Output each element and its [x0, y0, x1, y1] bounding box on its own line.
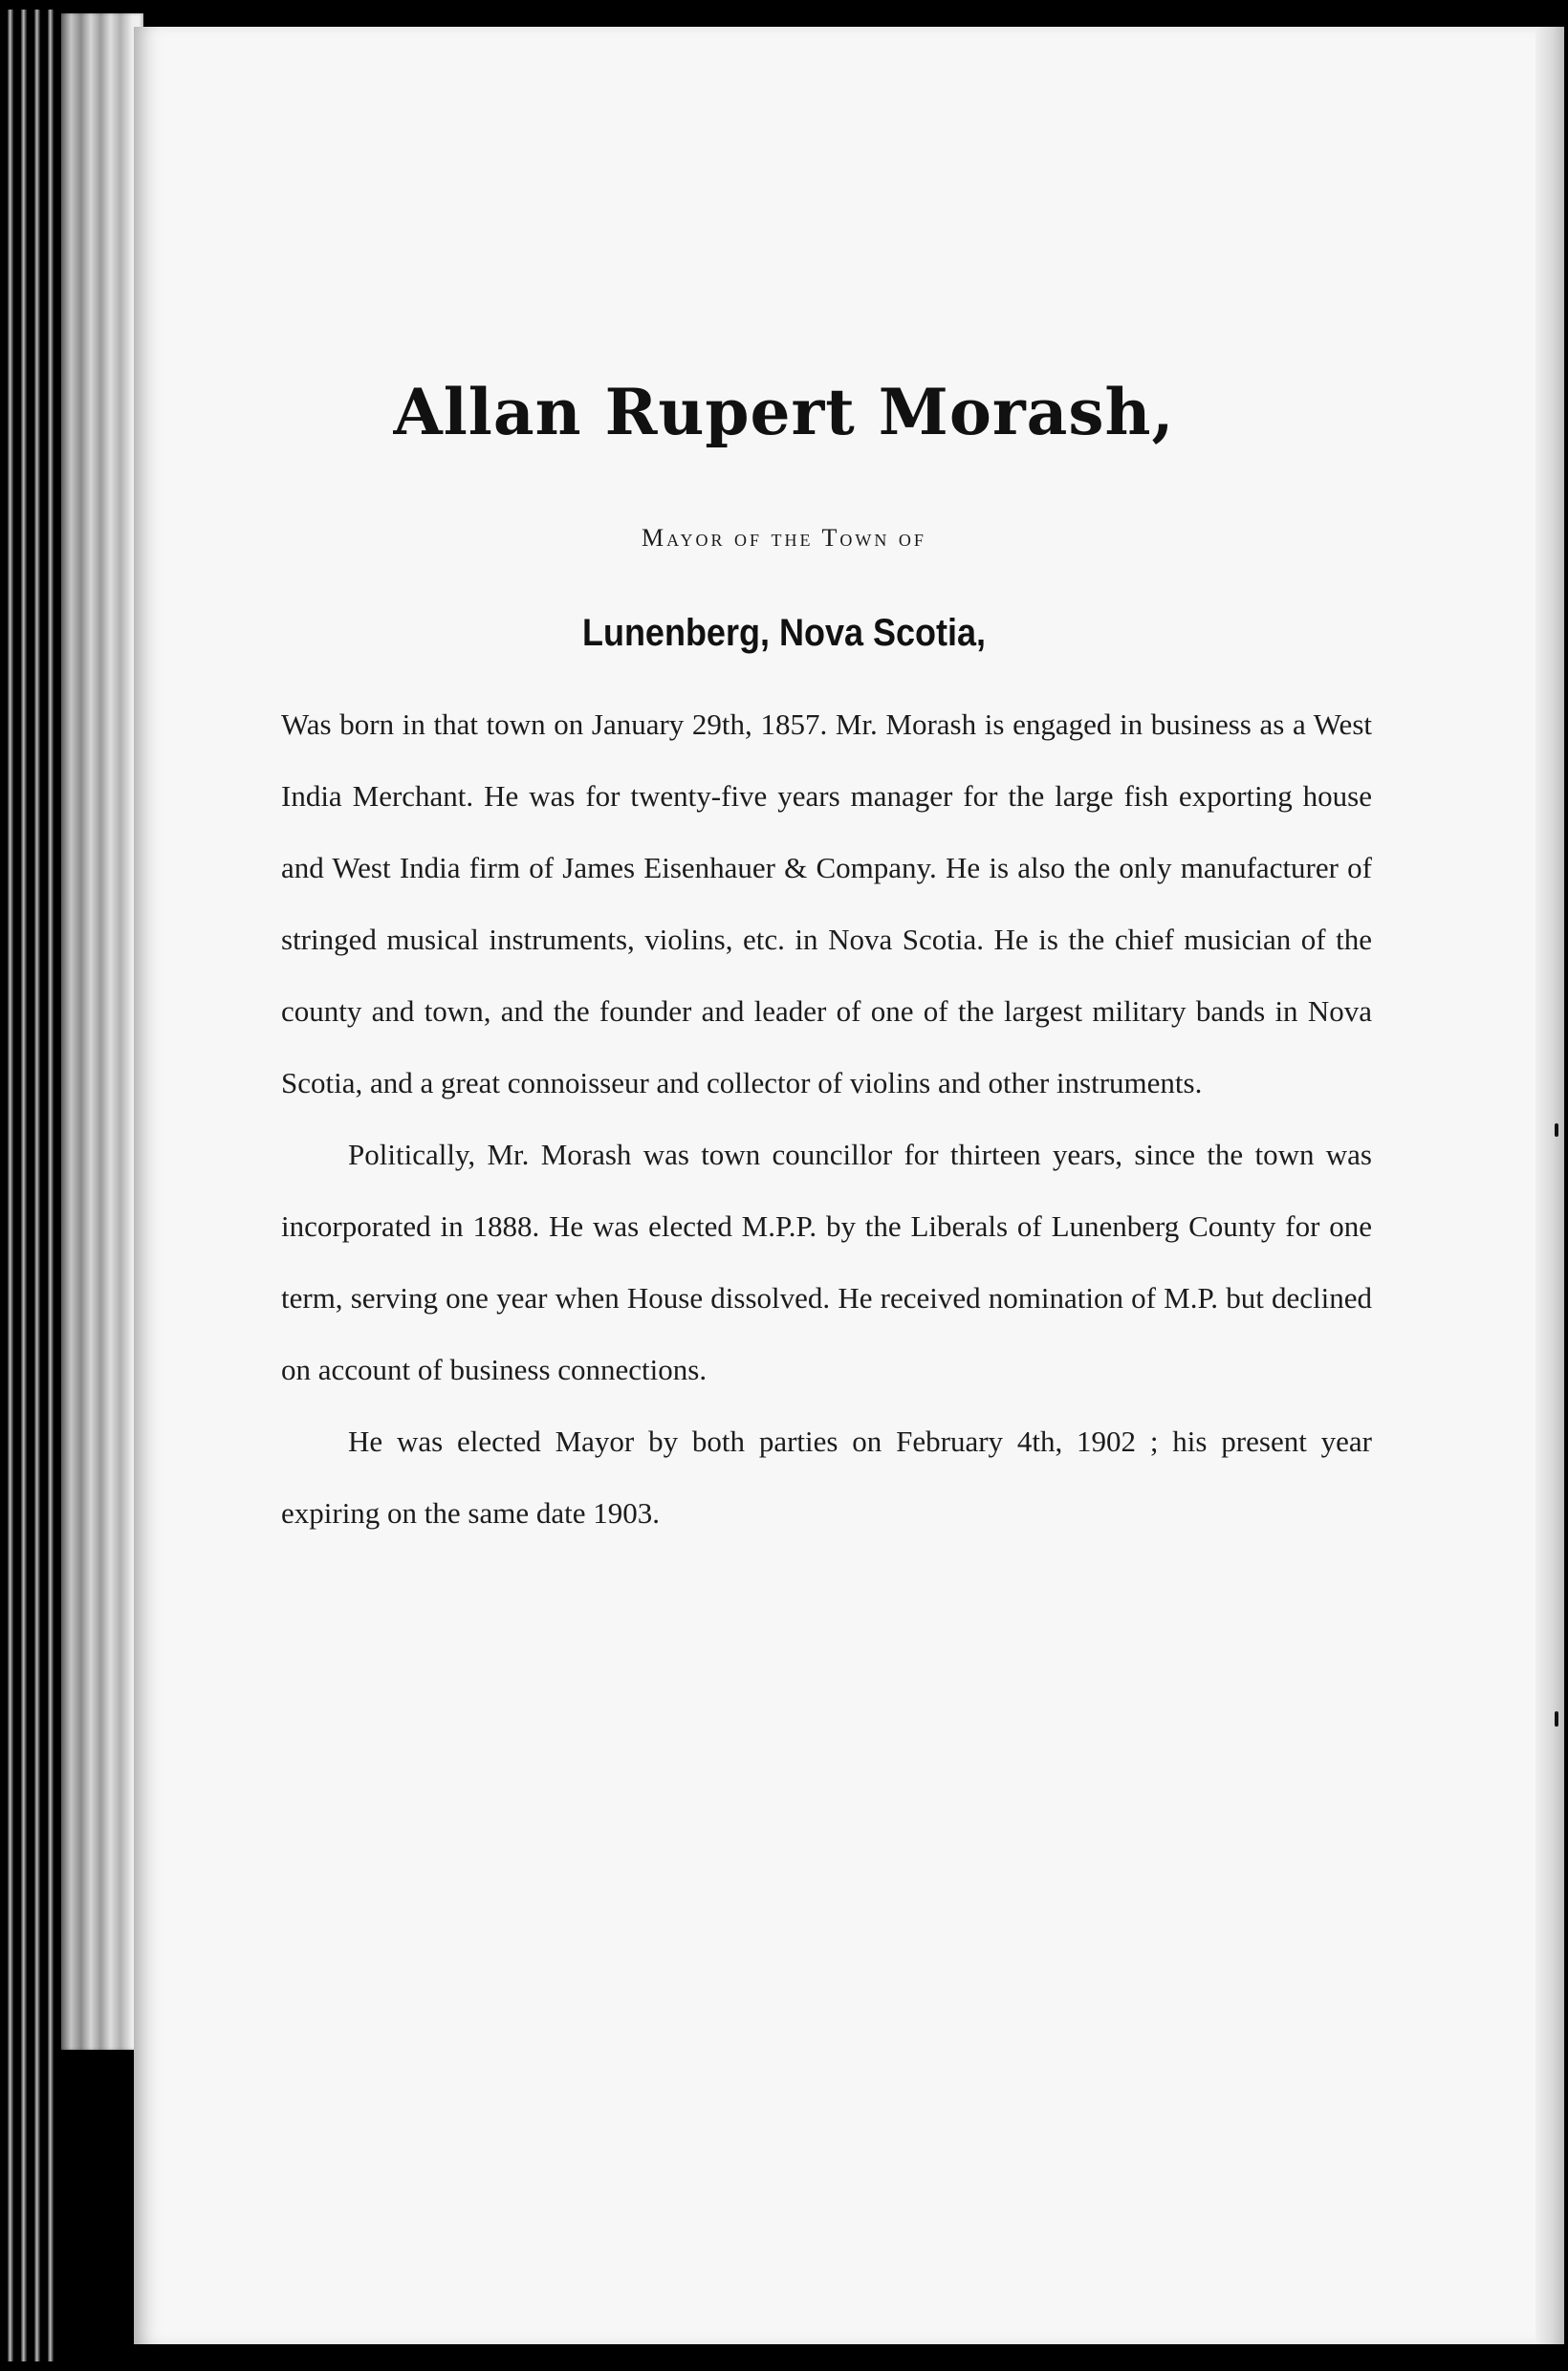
spine-line: [8, 10, 13, 2361]
paragraph-3: He was elected Mayor by both parties on February 4th, 1902 ; his present year expiring on the same date 1903.: [281, 1425, 1372, 1530]
spine-line: [34, 10, 40, 2361]
paragraph-2: Politically, Mr. Morash was town councillor for thirteen years, since the town was incorporated in 1888. He was elected M.P.P. by the Liberals of Lunenberg County for one term, serving one year when House dissolved. He received nomination of M.P. but declined on account of business connections.: [281, 1138, 1372, 1386]
page-stack: [61, 13, 143, 2050]
page-title: Allan Rupert Morash,: [393, 375, 1175, 449]
scan-mark: [1555, 1711, 1558, 1727]
scan-mark: [1555, 1123, 1558, 1137]
spine-line: [21, 10, 27, 2361]
paragraph-1: Was born in that town on January 29th, 1857. Mr. Morash is engaged in business as a West India Merchant. He was for twenty-five years manager for the large fish exporting house and West India firm of James Eisenhauer & Company. He is also the only manufacturer of stringed musical instruments, violins, etc. in Nova Scotia. He is the chief musician of the county and town, and the founder and leader of one of the largest military bands in Nova Scotia, and a great connoisseur and collector of violins and other instruments.: [281, 707, 1372, 1099]
body-text: [281, 688, 1372, 1549]
spine-line: [48, 10, 54, 2361]
place-heading: Lunenberg, Nova Scotia,: [581, 612, 987, 654]
subtitle: Mayor of the Town of: [642, 524, 926, 552]
